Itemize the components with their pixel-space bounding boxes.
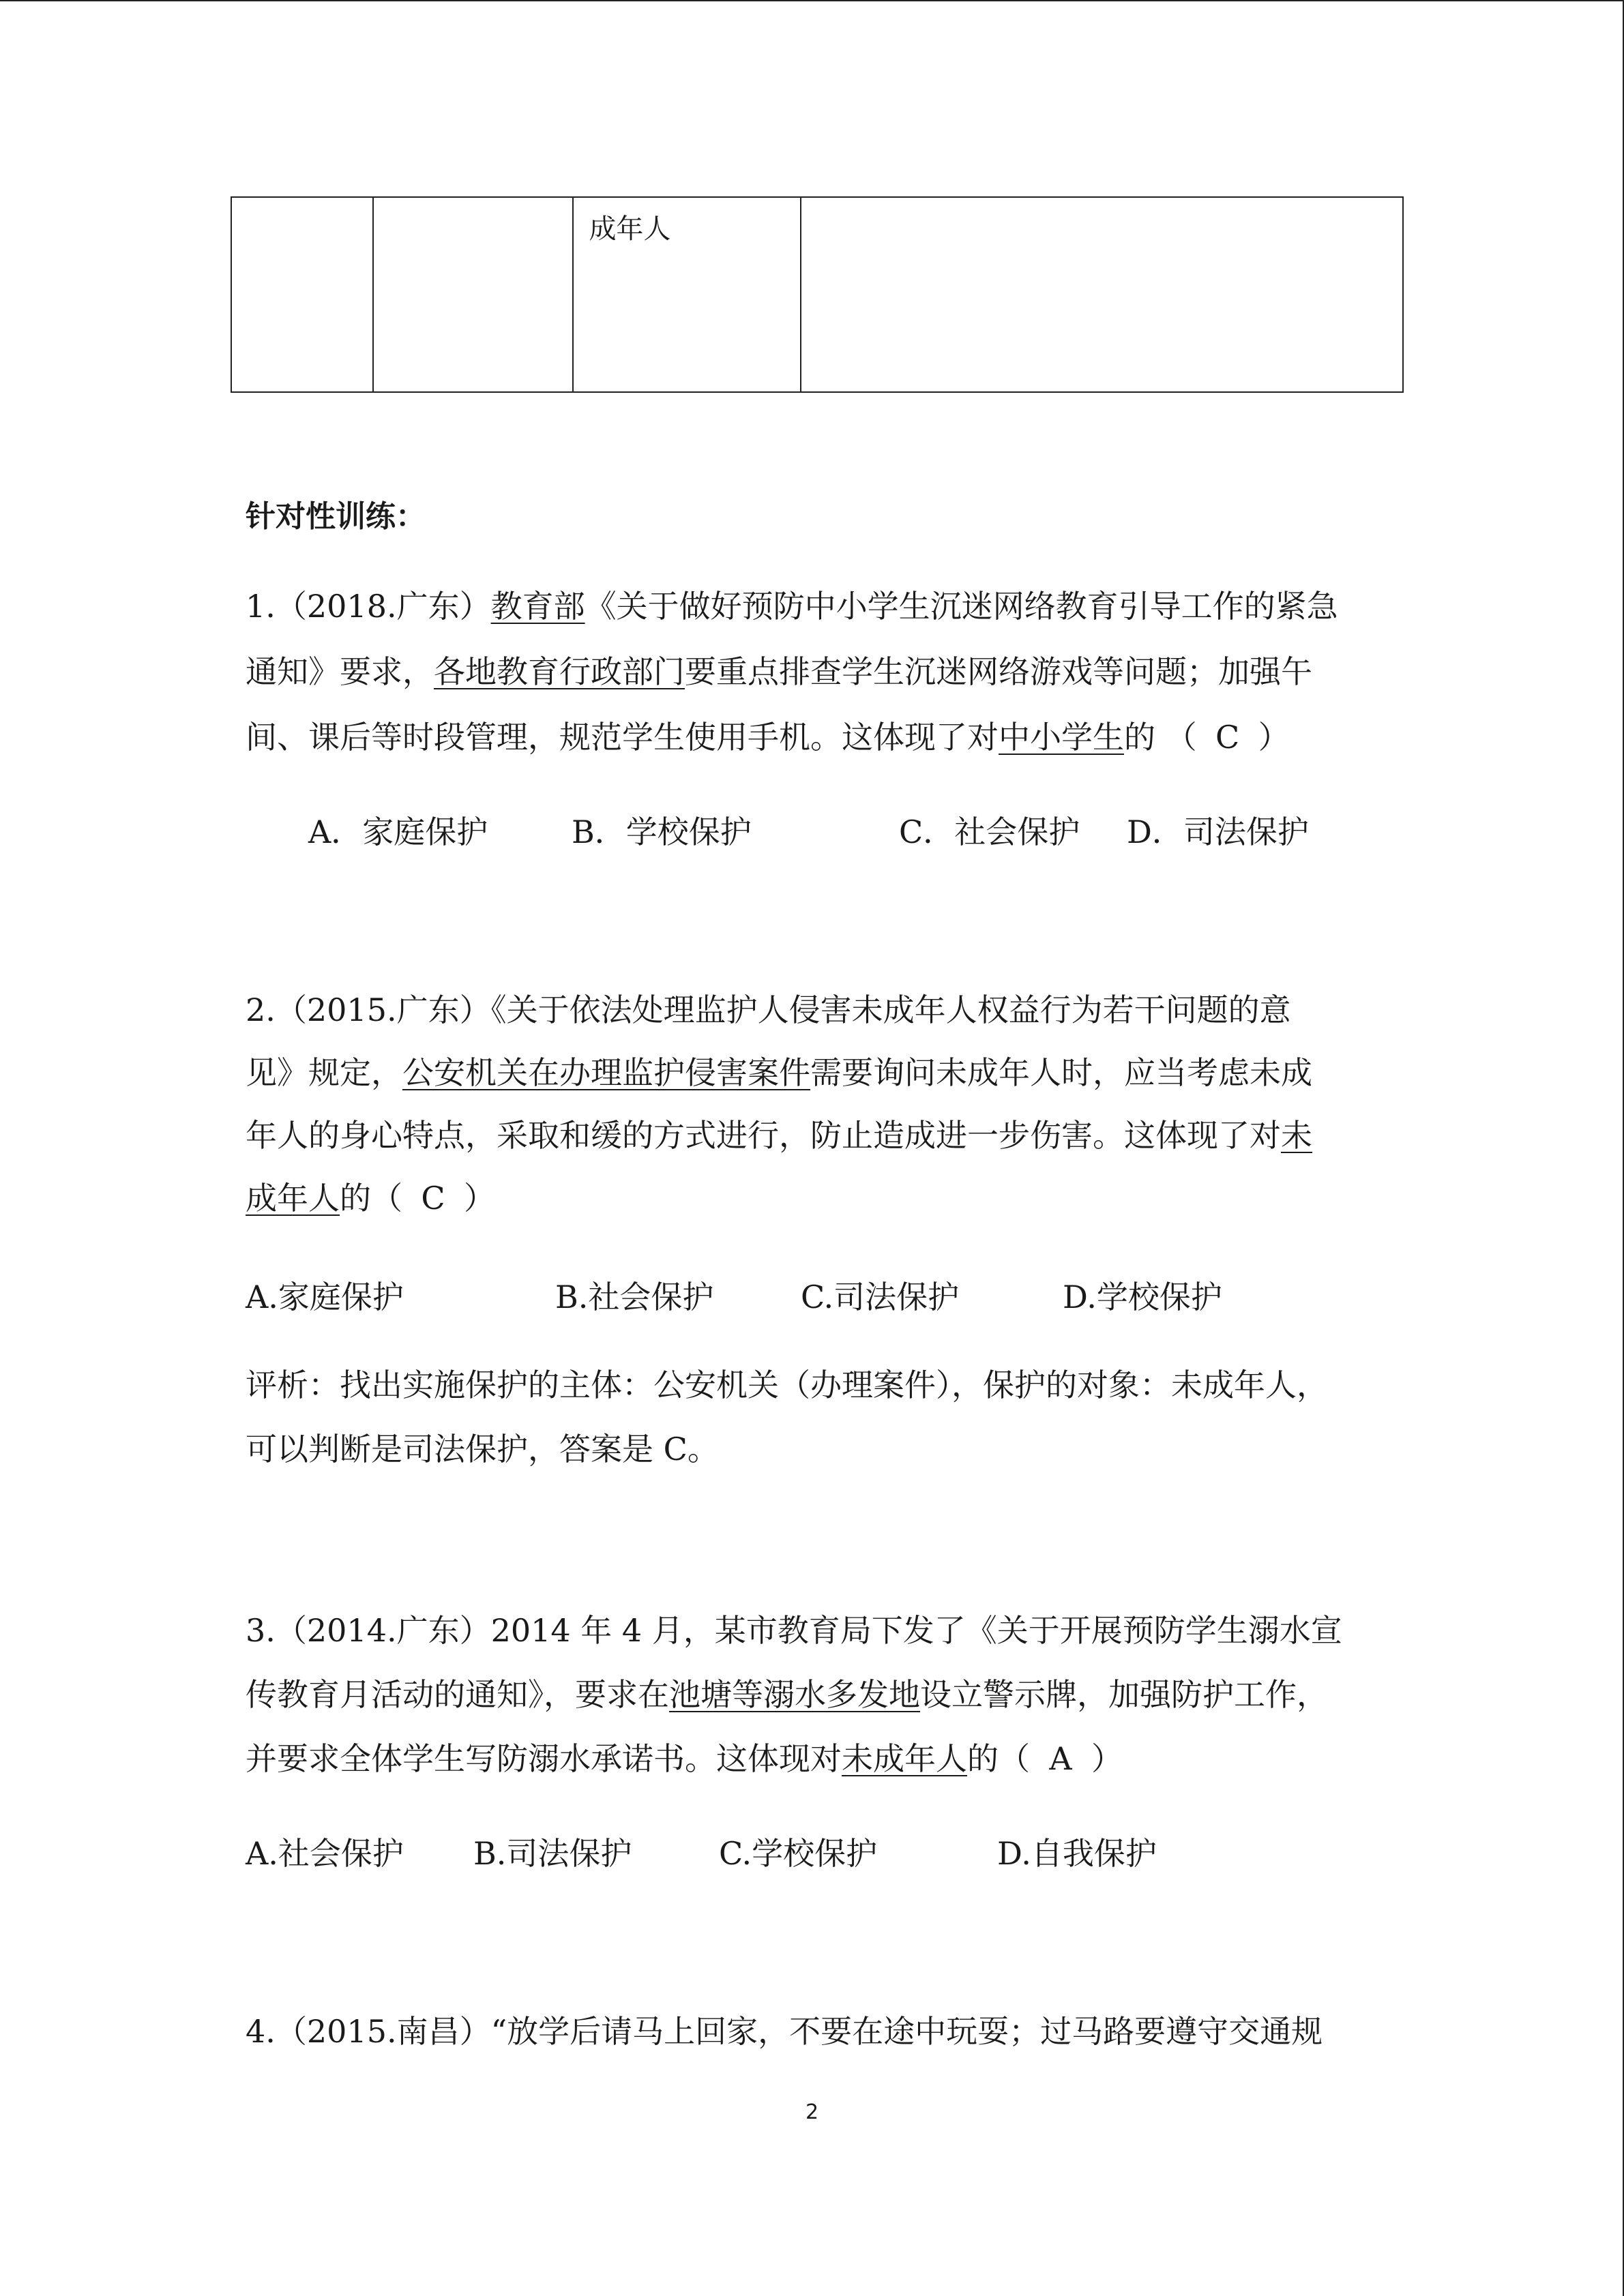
q1-answer: C [1215,719,1240,756]
q1-text: 要重点排查学生沉迷网络游戏等问题；加强午 [685,653,1312,690]
q1-text: 间、课后等时段管理，规范学生使用手机。这体现了对 [246,719,999,756]
q1-underlined: 各地教育行政部门 [434,653,685,690]
q2-text: 见》规定， [246,1054,402,1091]
q2-line-1: 2.（2015.广东）《关于依法处理监护人侵害未成年人权益行为若干问题的意 [246,992,1291,1028]
q1-option-b: B．学校保护 [572,814,752,850]
q1-line-2 [246,653,1312,691]
q3-underlined: 池塘等溺水多发地 [669,1676,920,1713]
q4-line-1: 4.（2015.南昌）“放学后请马上回家，不要在途中玩耍；过马路要遵守交通规 [246,2013,1323,2050]
q2-answer: C [421,1180,445,1217]
q3-option-c: C.学校保护 [719,1835,878,1872]
q1-text: 《关于做好预防中小学生沉迷网络教育引导工作的紧急 [585,588,1338,625]
q2-line-4 [246,1180,495,1217]
q1-line-3 [246,719,1290,756]
table-cell [231,197,373,392]
q2-option-d: D.学校保护 [1063,1279,1222,1315]
q2-underlined: 未 [1281,1117,1312,1154]
q3-text: 传教育月活动的通知》，要求在 [246,1676,669,1713]
q1-text: ） [1258,719,1290,756]
q3-line-1: 3.（2014.广东）2014 年 4 月，某市教育局下发了《关于开展预防学生溺水宣 [246,1612,1342,1649]
page-number: 2 [805,2100,819,2124]
q1-line-1 [246,588,1338,625]
q2-text: 年人的身心特点，采取和缓的方式进行，防止造成进一步伤害。这体现了对 [246,1117,1281,1154]
q3-option-a: A.社会保护 [246,1835,404,1872]
q2-analysis-line-1: 评析：找出实施保护的主体：公安机关（办理案件），保护的对象：未成年人， [246,1367,1328,1403]
q3-option-b: B.司法保护 [473,1835,632,1872]
q1-text: 通知》要求， [246,653,434,690]
q2-option-a: A.家庭保护 [246,1279,404,1315]
q3-underlined: 未成年人 [842,1740,967,1777]
table-cell [801,197,1403,392]
section-heading: 针对性训练： [246,499,426,534]
table-cell [373,197,574,392]
q3-line-2 [246,1676,1328,1714]
q1-option-a: A．家庭保护 [308,814,488,850]
q2-line-2 [246,1054,1312,1092]
q1-option-d: D．司法保护 [1127,814,1309,850]
q1-text: 的 （ [1124,719,1197,756]
q1-text: 1.（2018.广东） [246,588,491,625]
q2-analysis-line-2: 可以判断是司法保护，答案是 C。 [246,1431,719,1467]
q2-text: ） [464,1180,495,1217]
table-cell: 成年人 [573,197,801,392]
q3-text: 并要求全体学生写防溺水承诺书。这体现对 [246,1740,842,1777]
q2-text: 需要询问未成年人时，应当考虑未成 [810,1054,1312,1091]
q2-option-c: C.司法保护 [801,1279,960,1315]
q1-underlined: 教育部 [490,588,585,625]
continued-table [231,196,1404,393]
q2-line-3 [246,1117,1312,1154]
q2-option-b: B.社会保护 [555,1279,714,1315]
q3-answer: A [1049,1740,1072,1777]
q3-option-d: D.自我保护 [997,1835,1157,1872]
q3-text: 设立警示牌，加强防护工作， [920,1676,1328,1713]
page-frame-top [0,0,1624,1]
q3-text: 的（ [967,1740,1030,1777]
q2-underlined: 公安机关在办理监护侵害案件 [402,1054,810,1091]
q2-underlined: 成年人 [246,1180,340,1217]
q1-option-c: C．社会保护 [899,814,1080,850]
q3-line-3 [246,1740,1123,1778]
table-row [231,197,1403,392]
q2-text: 的（ [340,1180,402,1217]
q1-underlined: 中小学生 [999,719,1124,756]
q3-text: ） [1091,1740,1123,1777]
